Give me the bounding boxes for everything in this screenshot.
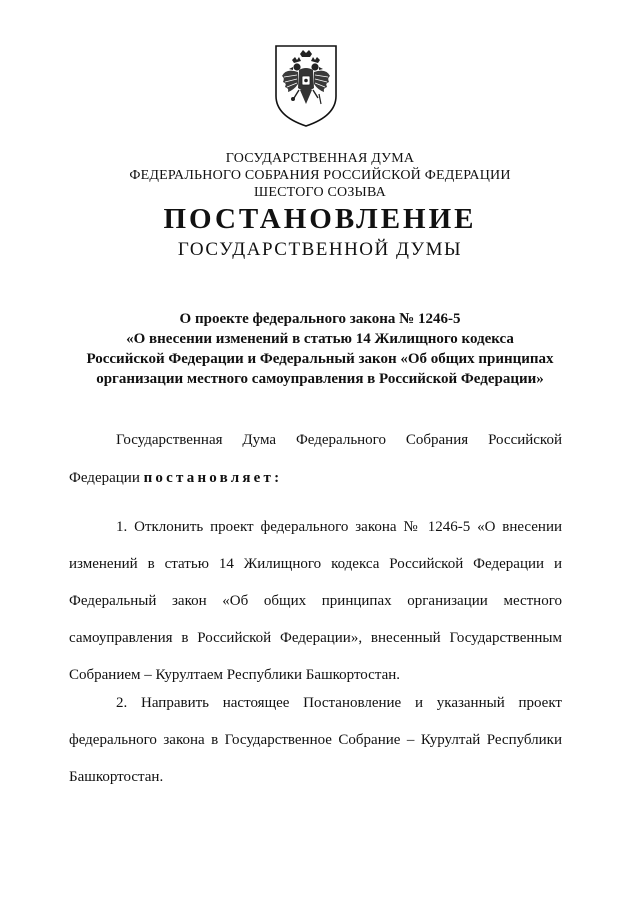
decree-word: постановляет:	[143, 470, 283, 486]
issuing-authority-header	[0, 150, 640, 201]
subject-line: организации местного самоуправления в Российской Федерации»	[96, 371, 544, 387]
resolution-subject	[0, 309, 640, 389]
item-1-line: Собранием – Курултаем Республики Башкортостан.	[69, 667, 401, 683]
preamble-word: Федерации	[69, 470, 140, 486]
document-type-title: ПОСТАНОВЛЕНИЕ	[163, 203, 477, 235]
item-2-paragraph	[69, 692, 562, 788]
item-1-line: самоуправления в Российской Федерации», внесенный Государственным	[69, 630, 562, 646]
preamble-line: Государственная Дума Федерального Собрания Российской	[116, 432, 562, 448]
document-issuer-title: ГОСУДАРСТВЕННОЙ ДУМЫ	[177, 239, 463, 260]
header-line: ШЕСТОГО СОЗЫВА	[254, 185, 386, 200]
subject-line: «О внесении изменений в статью 14 Жилищного кодекса	[126, 331, 514, 347]
subject-line: О проекте федерального закона № 1246-5	[179, 311, 461, 327]
preamble-paragraph	[69, 429, 562, 451]
item-2-line: 2. Направить настоящее Постановление и указанный проект	[116, 695, 562, 711]
preamble-continuation	[69, 467, 562, 489]
item-1-paragraph	[69, 516, 562, 686]
russian-coat-of-arms-icon	[270, 42, 342, 128]
item-2-line: Башкортостан.	[69, 769, 164, 785]
item-1-line: Федеральный закон «Об общих принципах организации местного	[69, 593, 562, 609]
item-2-line: федерального закона в Государственное Собрание – Курултай Республики	[69, 732, 562, 748]
item-1-line: изменений в статью 14 Жилищного кодекса Российской Федерации и	[69, 556, 562, 572]
item-1-line: 1. Отклонить проект федерального закона № 1246-5 «О внесении	[116, 519, 562, 535]
subject-line: Российской Федерации и Федеральный закон «Об общих принципах	[86, 351, 554, 367]
preamble-line	[69, 467, 562, 489]
header-line: ГОСУДАРСТВЕННАЯ ДУМА	[225, 151, 415, 166]
header-line: ФЕДЕРАЛЬНОГО СОБРАНИЯ РОССИЙСКОЙ ФЕДЕРАЦИИ	[129, 168, 511, 183]
